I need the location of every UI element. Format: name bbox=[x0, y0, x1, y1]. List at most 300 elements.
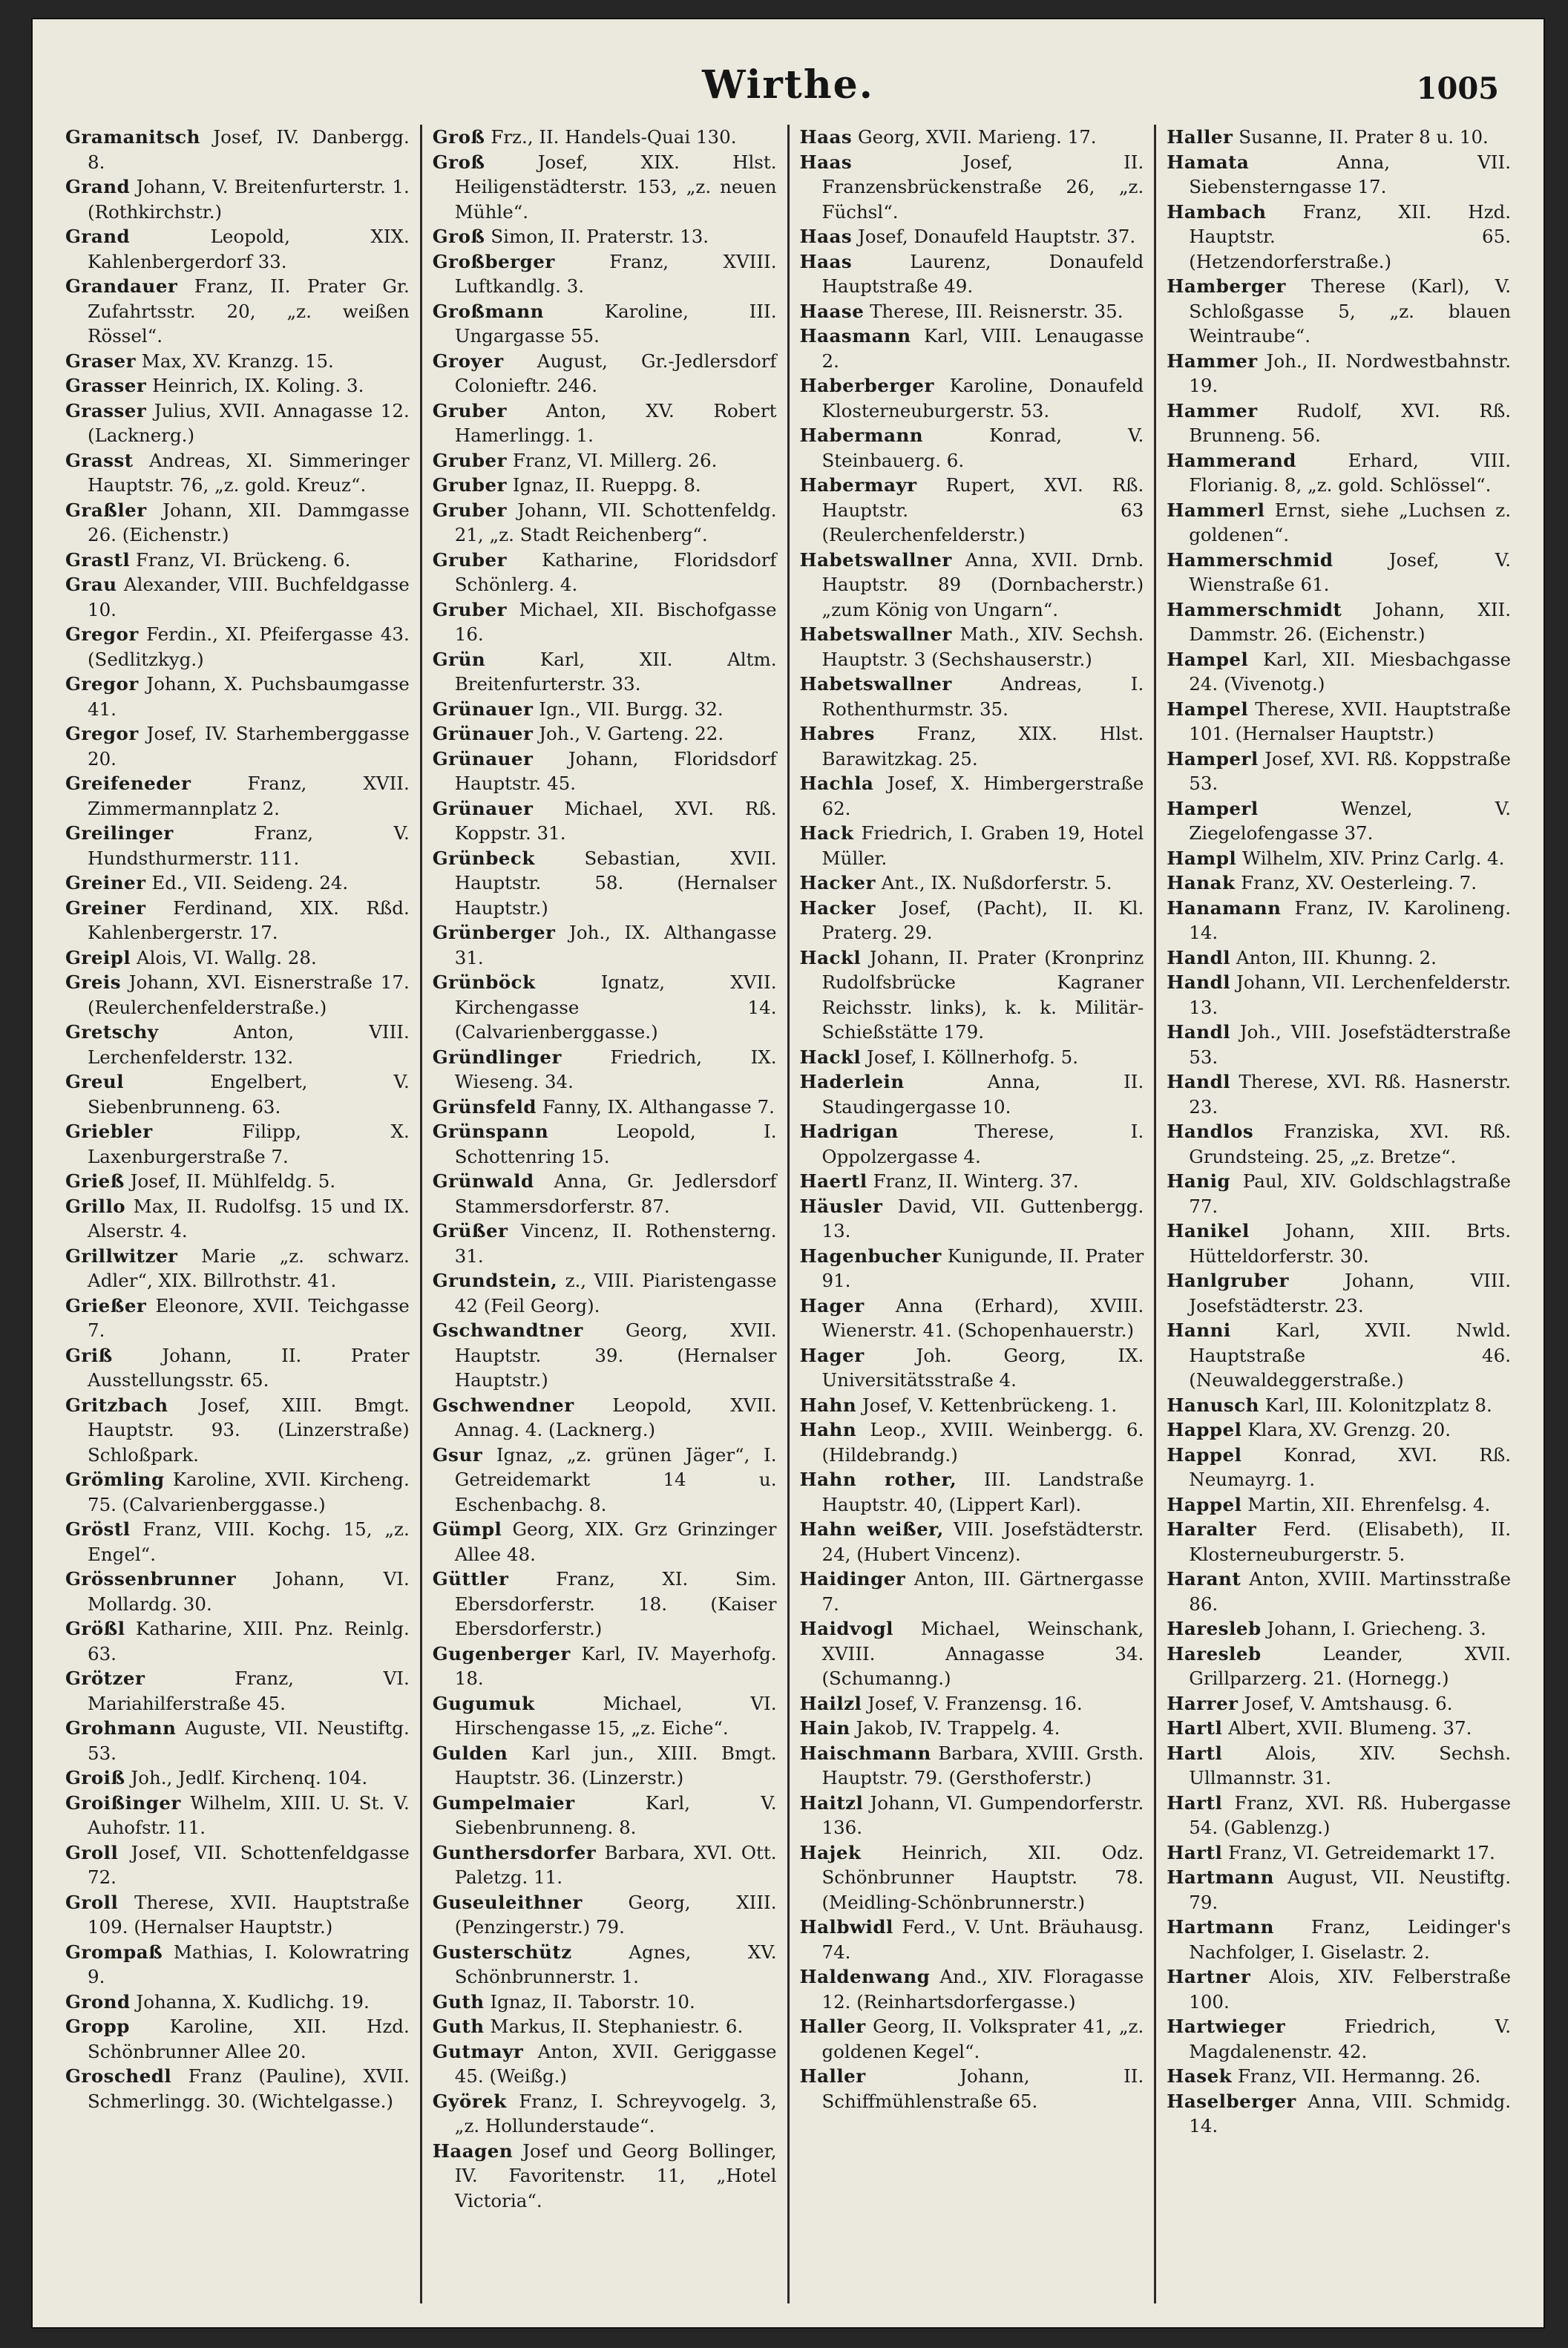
entry-surname: Hadrigan bbox=[799, 1121, 899, 1142]
directory-entry bbox=[65, 1990, 410, 2015]
entry-detail: Franz, XV. Oesterleing. 7. bbox=[1241, 872, 1477, 893]
entry-detail: Josef, V. Kettenbrückeng. 1. bbox=[862, 1394, 1118, 1416]
entry-detail: Mathias, I. Kolowratring 9. bbox=[88, 1941, 410, 1987]
column-2 bbox=[420, 125, 787, 2303]
entry-detail: Josef und Georg Bollinger, IV. Favoritenstr. 11, „Hotel Victoria“. bbox=[454, 2139, 777, 2211]
directory-entry bbox=[1167, 1393, 1511, 1418]
directory-entry bbox=[65, 224, 410, 274]
directory-entry bbox=[1167, 1069, 1511, 1119]
entry-detail: Karoline, XII. Hzd. Schönbrunner Allee 20. bbox=[88, 2016, 410, 2062]
directory-entry bbox=[433, 1095, 777, 1120]
column-3 bbox=[787, 125, 1155, 2303]
entry-detail: Laurenz, Donaufeld Hauptstraße 49. bbox=[821, 250, 1144, 297]
entry-detail: Franz, I. Schreyvogelg. 3, „z. Hollunderstaude“. bbox=[454, 2090, 777, 2137]
directory-entry bbox=[433, 647, 777, 697]
entry-surname: Hanikel bbox=[1167, 1220, 1250, 1242]
directory-entry bbox=[800, 1616, 1144, 1691]
entry-detail: Marie „z. schwarz. Adler“, XIX. Billrothstr. 41. bbox=[88, 1244, 410, 1291]
entry-detail: Anna, II. Staudingergasse 10. bbox=[821, 1071, 1144, 1118]
directory-entry bbox=[65, 2064, 410, 2113]
entry-detail: Erhard, VIII. Florianig. 8, „z. gold. Schlössel“. bbox=[1189, 449, 1511, 496]
directory-entry bbox=[800, 224, 1144, 249]
entry-detail: Friedrich, V. Magdalenenstr. 42. bbox=[1189, 2016, 1511, 2062]
directory-entry bbox=[65, 1517, 410, 1567]
entry-surname: Grünauer bbox=[432, 747, 534, 770]
entry-surname: Gritzbach bbox=[65, 1394, 168, 1416]
entry-surname: Grastl bbox=[65, 548, 131, 571]
entry-surname: Groißinger bbox=[65, 1791, 181, 1814]
directory-entry bbox=[800, 249, 1144, 299]
directory-entry bbox=[65, 1716, 410, 1765]
entry-surname: Greilinger bbox=[65, 822, 174, 844]
entry-surname: Gropp bbox=[65, 2016, 130, 2037]
directory-entry bbox=[800, 1791, 1144, 1840]
entry-detail: Ignaz, II. Rueppg. 8. bbox=[512, 474, 701, 496]
entry-surname: Grünauer bbox=[432, 723, 534, 744]
entry-detail: Johann, XII. Dammgasse 26. (Eichenstr.) bbox=[88, 499, 410, 545]
entry-detail: Math., XIV. Sechsh. Hauptstr. 3 (Sechshauserstr.) bbox=[821, 623, 1144, 670]
directory-entry bbox=[433, 721, 777, 747]
entry-surname: Haas bbox=[799, 126, 853, 148]
directory-entry bbox=[433, 125, 777, 150]
entry-detail: Friedrich, I. Graben 19, Hotel Müller. bbox=[821, 822, 1144, 869]
entry-surname: Habres bbox=[799, 723, 875, 744]
directory-entry bbox=[800, 1467, 1144, 1517]
entry-detail: Franz, XIX. Hlst. Barawitzkag. 25. bbox=[821, 723, 1144, 770]
directory-entry bbox=[800, 150, 1144, 225]
entry-detail: Katharine, Floridsdorf Schönlerg. 4. bbox=[454, 548, 777, 595]
directory-entry bbox=[1167, 1716, 1511, 1741]
directory-entry bbox=[433, 1940, 777, 1990]
entry-detail: Rudolf, XVI. Rß. Brunneng. 56. bbox=[1189, 399, 1511, 446]
entry-detail: Friedrich, IX. Wieseng. 34. bbox=[454, 1046, 777, 1092]
directory-entry bbox=[800, 373, 1144, 423]
entry-surname: Gruber bbox=[432, 449, 508, 471]
directory-entry bbox=[800, 1567, 1144, 1616]
entry-detail: Franz, XII. Hzd. Hauptstr. 65. (Hetzendorferstraße.) bbox=[1189, 200, 1512, 272]
directory-entry bbox=[65, 672, 410, 721]
entry-surname: Hahn rother, bbox=[799, 1469, 957, 1490]
directory-entry bbox=[800, 1045, 1144, 1070]
entry-detail: Franz, VI. Mariahilferstraße 45. bbox=[88, 1667, 410, 1714]
entry-detail: Anna, XVII. Drnb. Hauptstr. 89 (Dornbacherstr.) „zum König von Ungarn“. bbox=[821, 548, 1144, 620]
directory-entry bbox=[1167, 349, 1511, 399]
entry-detail: Josef, (Pacht), II. Kl. Praterg. 29. bbox=[821, 896, 1144, 943]
directory-entry bbox=[433, 1393, 777, 1443]
entry-detail: Johann, XII. Dammstr. 26. (Eichenstr.) bbox=[1189, 598, 1511, 645]
directory-entry bbox=[65, 1666, 410, 1716]
directory-entry bbox=[800, 1244, 1144, 1293]
directory-entry bbox=[433, 2039, 777, 2089]
entry-surname: Greipl bbox=[65, 946, 131, 968]
entry-surname: Hacker bbox=[799, 872, 876, 893]
entry-detail: III. Landstraße Hauptstr. 40, (Lippert Karl). bbox=[821, 1469, 1144, 1515]
directory-entry bbox=[65, 1293, 410, 1343]
directory-entry bbox=[433, 1268, 777, 1318]
entry-detail: Michael, Weinschank, XVIII. Annagasse 34. (Schumanng.) bbox=[821, 1618, 1144, 1689]
entry-surname: Gugumuk bbox=[432, 1692, 535, 1714]
entry-surname: Grand bbox=[65, 226, 131, 247]
directory-entry bbox=[800, 1915, 1144, 1964]
entry-detail: Franz, XI. Sim. Ebersdorferstr. 18. (Kaiser Ebersdorferstr.) bbox=[454, 1568, 777, 1639]
directory-entry bbox=[800, 672, 1144, 721]
entry-detail: Therese, XVII. Hauptstraße 109. (Hernalser Hauptstr.) bbox=[88, 1891, 410, 1938]
entry-surname: Haischmann bbox=[799, 1742, 931, 1764]
directory-entry bbox=[433, 1517, 777, 1567]
entry-surname: Häusler bbox=[799, 1195, 883, 1217]
entry-surname: Hager bbox=[799, 1294, 865, 1316]
entry-surname: Hasek bbox=[1167, 2065, 1233, 2087]
entry-surname: Habetswallner bbox=[799, 673, 952, 695]
entry-detail: Barbara, XVI. Ott. Paletzg. 11. bbox=[454, 1841, 777, 1888]
entry-detail: Anton, III. Gärtnergasse 7. bbox=[821, 1568, 1144, 1615]
entry-surname: Hanlgruber bbox=[1167, 1270, 1289, 1291]
entry-detail: Ferd. (Elisabeth), II. Klosterneuburgerstr. 5. bbox=[1189, 1518, 1511, 1565]
directory-entry bbox=[433, 399, 777, 448]
entry-detail: Johann, II. Prater (Kronprinz Rudolfsbrücke Kagraner Reichsstr. links), k. k. Militär-Schießstätte 179. bbox=[821, 946, 1144, 1043]
entry-detail: Eleonore, XVII. Teichgasse 7. bbox=[88, 1294, 410, 1341]
entry-detail: Leopold, I. Schottenring 15. bbox=[454, 1121, 777, 1167]
entry-detail: Ant., IX. Nußdorferstr. 5. bbox=[881, 872, 1112, 893]
directory-entry bbox=[433, 1990, 777, 2015]
directory-entry bbox=[1167, 125, 1511, 150]
directory-entry bbox=[433, 1119, 777, 1169]
entry-detail: Anna, VII. Siebensterngasse 17. bbox=[1189, 151, 1511, 197]
entry-surname: Grötzer bbox=[65, 1667, 145, 1689]
entry-surname: Hahn bbox=[799, 1394, 857, 1416]
directory-entry bbox=[1167, 150, 1511, 200]
entry-detail: August, VII. Neustiftg. 79. bbox=[1189, 1866, 1511, 1913]
entry-surname: Handl bbox=[1167, 1071, 1231, 1092]
entry-detail: Wenzel, V. Ziegelofengasse 37. bbox=[1189, 797, 1511, 844]
entry-surname: Grünberger bbox=[432, 922, 556, 943]
entry-detail: David, VII. Guttenbergg. 13. bbox=[821, 1195, 1144, 1242]
directory-entry bbox=[65, 622, 410, 672]
directory-entry bbox=[433, 597, 777, 647]
entry-surname: Grieß bbox=[65, 1170, 125, 1192]
entry-surname: Haidvogl bbox=[799, 1618, 893, 1639]
entry-detail: Johann, Floridsdorf Hauptstr. 45. bbox=[454, 747, 777, 794]
entry-detail: Therese, XVII. Hauptstraße 101. (Hernalser Hauptstr.) bbox=[1189, 698, 1511, 744]
entry-surname: Grasser bbox=[65, 375, 147, 396]
directory-entry bbox=[433, 1642, 777, 1691]
entry-detail: Jakob, IV. Trappelg. 4. bbox=[856, 1717, 1060, 1739]
entry-surname: Grünböck bbox=[432, 971, 536, 993]
entry-detail: Franz, IV. Karolineng. 14. bbox=[1189, 896, 1511, 943]
entry-surname: Groll bbox=[65, 1841, 119, 1863]
entry-detail: Franz, VI. Getreidemarkt 17. bbox=[1228, 1841, 1495, 1863]
directory-entry bbox=[65, 1890, 410, 1940]
entry-surname: Happel bbox=[1167, 1443, 1242, 1466]
entry-detail: Michael, VI. Hirschengasse 15, „z. Eiche“. bbox=[454, 1692, 777, 1739]
directory-entry bbox=[800, 1691, 1144, 1716]
entry-detail: Georg, XIX. Grz Grinzinger Allee 48. bbox=[454, 1518, 777, 1565]
entry-surname: Graser bbox=[65, 350, 136, 372]
entry-detail: Ernst, siehe „Luchsen z. goldenen“. bbox=[1189, 499, 1511, 545]
entry-surname: Greiner bbox=[65, 896, 146, 919]
entry-surname: Hagenbucher bbox=[799, 1244, 942, 1267]
entry-detail: Therese, III. Reisnerstr. 35. bbox=[870, 300, 1123, 322]
entry-detail: Paul, XIV. Goldschlagstraße 77. bbox=[1189, 1170, 1511, 1217]
entry-surname: Harant bbox=[1167, 1568, 1241, 1590]
entry-surname: Grünwald bbox=[432, 1170, 534, 1192]
entry-detail: Josef, XIII. Bmgt. Hauptstr. 93. (Linzerstraße) Schloßpark. bbox=[88, 1394, 410, 1466]
entry-detail: Josef, IV. Danbergg. 8. bbox=[88, 126, 410, 173]
entry-detail: Johanna, X. Kudlichg. 19. bbox=[136, 1990, 370, 2013]
entry-surname: Haase bbox=[799, 300, 865, 322]
entry-surname: Habetswallner bbox=[799, 548, 952, 571]
entry-surname: Greis bbox=[65, 971, 122, 993]
directory-entry bbox=[1167, 747, 1511, 796]
directory-entry bbox=[1167, 1219, 1511, 1268]
entry-detail: Josef, IV. Starhemberggasse 20. bbox=[88, 723, 410, 770]
entry-surname: Haasmann bbox=[799, 325, 911, 347]
entry-detail: Karl, VIII. Lenaugasse 2. bbox=[821, 325, 1144, 372]
entry-surname: Groschedl bbox=[65, 2065, 172, 2087]
directory-entry bbox=[800, 1169, 1144, 1194]
entry-detail: Josef, V. Wienstraße 61. bbox=[1189, 548, 1511, 595]
entry-detail: Ignaz, „z. grünen Jäger“, I. Getreidemarkt 14 u. Eschenbachg. 8. bbox=[454, 1443, 777, 1515]
directory-entry bbox=[800, 324, 1144, 373]
entry-detail: Ignatz, XVII. Kirchengasse 14. (Calvarienberggasse.) bbox=[454, 971, 777, 1043]
directory-entry bbox=[433, 747, 777, 796]
entry-surname: Grießer bbox=[65, 1294, 147, 1316]
entry-surname: Grond bbox=[65, 1990, 131, 2013]
directory-entry bbox=[1167, 274, 1511, 349]
directory-entry bbox=[800, 1840, 1144, 1915]
entry-detail: Johann, VII. Schottenfeldg. 21, „z. Stadt Reichenberg“. bbox=[454, 499, 777, 545]
directory-entry bbox=[800, 548, 1144, 623]
entry-surname: Gruber bbox=[432, 399, 508, 422]
entry-surname: Gugenberger bbox=[432, 1642, 571, 1665]
entry-surname: Grompaß bbox=[65, 1941, 163, 1963]
entry-detail: Wilhelm, XIII. U. St. V. Auhofstr. 11. bbox=[88, 1791, 410, 1838]
entry-surname: Hain bbox=[799, 1717, 850, 1739]
entry-detail: Karl, XII. Miesbachgasse 24. (Vivenotg.) bbox=[1189, 648, 1511, 695]
entry-surname: Großmann bbox=[432, 300, 544, 322]
entry-surname: Grüßer bbox=[432, 1220, 508, 1242]
directory-entry bbox=[65, 870, 410, 896]
directory-entry bbox=[1167, 1964, 1511, 2014]
entry-surname: Gründlinger bbox=[432, 1046, 562, 1068]
entry-detail: Franz, VI. Millerg. 26. bbox=[512, 449, 718, 471]
entry-detail: Joh., II. Nordwestbahnstr. 19. bbox=[1189, 350, 1511, 396]
directory-entry bbox=[800, 299, 1144, 324]
entry-detail: Katharine, XIII. Pnz. Reinlg. 63. bbox=[88, 1618, 410, 1665]
directory-entry bbox=[800, 1069, 1144, 1119]
directory-entry bbox=[433, 1691, 777, 1741]
entry-surname: Haderlein bbox=[799, 1071, 905, 1092]
entry-detail: Franz, II. Winterg. 37. bbox=[873, 1170, 1079, 1192]
entry-detail: Alois, VI. Wallg. 28. bbox=[136, 946, 317, 968]
directory-entry bbox=[1167, 697, 1511, 747]
entry-surname: Grasst bbox=[65, 449, 134, 471]
entry-surname: Haas bbox=[799, 226, 853, 247]
directory-entry bbox=[1167, 1443, 1511, 1492]
directory-entry bbox=[433, 224, 777, 249]
entry-detail: Josef, XIX. Hlst. Heiligenstädterstr. 153, „z. neuen Mühle“. bbox=[454, 151, 777, 223]
directory-entry bbox=[1167, 399, 1511, 448]
directory-entry bbox=[1167, 846, 1511, 871]
entry-detail: Anton, XVIII. Martinsstraße 86. bbox=[1189, 1568, 1511, 1615]
entry-detail: Joh., V. Garteng. 22. bbox=[539, 723, 724, 744]
entry-detail: Josef, XVI. Rß. Koppstraße 53. bbox=[1189, 747, 1511, 794]
entry-detail: Karl, XVII. Nwld. Hauptstraße 46. (Neuwaldeggerstraße.) bbox=[1189, 1319, 1511, 1391]
entry-detail: Simon, II. Praterstr. 13. bbox=[491, 226, 709, 247]
entry-surname: Hambach bbox=[1167, 200, 1267, 223]
entry-surname: Grand bbox=[65, 176, 131, 197]
entry-detail: Auguste, VII. Neustiftg. 53. bbox=[88, 1717, 410, 1764]
directory-entry bbox=[65, 1567, 410, 1616]
entry-surname: Hamperl bbox=[1167, 747, 1259, 770]
entry-surname: Haller bbox=[799, 2016, 866, 2037]
entry-surname: Groyer bbox=[432, 350, 504, 372]
entry-surname: Hahn weißer, bbox=[799, 1518, 944, 1540]
entry-surname: Haberberger bbox=[799, 375, 934, 396]
entry-surname: Grasser bbox=[65, 399, 147, 422]
entry-surname: Graßler bbox=[65, 499, 147, 521]
entry-detail: Karoline, III. Ungargasse 55. bbox=[454, 300, 777, 347]
entry-detail: Josef, V. Amtshausg. 6. bbox=[1244, 1692, 1453, 1714]
directory-entry bbox=[800, 1964, 1144, 2014]
directory-entry bbox=[433, 697, 777, 722]
directory-entry bbox=[433, 448, 777, 473]
entry-surname: Haitzl bbox=[799, 1791, 864, 1814]
directory-entry bbox=[1167, 1865, 1511, 1915]
entry-surname: Hartner bbox=[1167, 1966, 1251, 1987]
entry-surname: Habetswallner bbox=[799, 623, 952, 645]
directory-entry bbox=[800, 896, 1144, 945]
directory-entry bbox=[433, 1318, 777, 1393]
entry-surname: Grünauer bbox=[432, 698, 534, 720]
entry-surname: Haldenwang bbox=[799, 1966, 931, 1987]
entry-surname: Grillo bbox=[65, 1195, 126, 1217]
directory-entry bbox=[433, 548, 777, 597]
entry-surname: Hacker bbox=[799, 896, 876, 919]
directory-entry bbox=[800, 1741, 1144, 1791]
directory-entry bbox=[433, 1045, 777, 1095]
entry-surname: Hammerl bbox=[1167, 499, 1265, 521]
directory-entry bbox=[65, 970, 410, 1020]
entry-surname: Griebler bbox=[65, 1121, 153, 1142]
entry-detail: Joh. Georg, IX. Universitätsstraße 4. bbox=[821, 1344, 1144, 1391]
directory-entry bbox=[433, 2014, 777, 2039]
entry-surname: Grünspann bbox=[432, 1121, 549, 1142]
directory-entry bbox=[800, 1517, 1144, 1567]
directory-entry bbox=[1167, 945, 1511, 971]
directory-entry bbox=[800, 1343, 1144, 1393]
entry-detail: Therese, I. Oppolzergasse 4. bbox=[821, 1121, 1144, 1167]
directory-entry bbox=[65, 498, 410, 548]
directory-entry bbox=[1167, 448, 1511, 498]
entry-detail: Wilhelm, XIV. Prinz Carlg. 4. bbox=[1241, 847, 1505, 869]
page-number: 1005 bbox=[1416, 71, 1499, 106]
directory-entry bbox=[1167, 1691, 1511, 1716]
entry-detail: Johann, VII. Lerchenfelderstr. 13. bbox=[1189, 971, 1511, 1018]
entry-surname: Haller bbox=[799, 2065, 866, 2087]
directory-entry bbox=[65, 399, 410, 448]
directory-entry bbox=[800, 125, 1144, 150]
entry-surname: Hampel bbox=[1167, 698, 1249, 720]
entry-detail: Karl jun., XIII. Bmgt. Hauptstr. 36. (Linzerstr.) bbox=[454, 1742, 777, 1788]
entry-surname: Großberger bbox=[432, 250, 555, 272]
directory-entry bbox=[1167, 1642, 1511, 1691]
entry-detail: Andreas, XI. Simmeringer Hauptstr. 76, „z. gold. Kreuz“. bbox=[88, 449, 410, 496]
entry-detail: Ed., VII. Seideng. 24. bbox=[151, 872, 349, 893]
entry-surname: Guseuleithner bbox=[432, 1891, 583, 1913]
entry-detail: Johann, II. Prater Ausstellungsstr. 65. bbox=[88, 1344, 410, 1391]
directory-page bbox=[33, 19, 1544, 2327]
directory-entry bbox=[65, 1393, 410, 1468]
directory-entry bbox=[65, 771, 410, 821]
entry-detail: Leop., XVIII. Weinbergg. 6. (Hildebrandg.) bbox=[821, 1419, 1144, 1466]
directory-entry bbox=[1167, 896, 1511, 945]
entry-detail: Alexander, VIII. Buchfeldgasse 10. bbox=[88, 574, 410, 620]
entry-surname: Handl bbox=[1167, 946, 1231, 968]
entry-detail: Ferd., V. Unt. Bräuhausg. 74. bbox=[821, 1916, 1144, 1963]
directory-entry bbox=[65, 349, 410, 374]
entry-surname: Gruber bbox=[432, 499, 508, 521]
directory-entry bbox=[65, 721, 410, 771]
directory-entry bbox=[65, 896, 410, 945]
entry-surname: Habermann bbox=[799, 424, 924, 446]
entry-surname: Hanig bbox=[1167, 1170, 1231, 1192]
entry-detail: Alois, XIV. Sechsh. Ullmannstr. 31. bbox=[1189, 1742, 1511, 1788]
entry-surname: Grünsfeld bbox=[432, 1095, 537, 1118]
directory-entry bbox=[800, 1293, 1144, 1343]
entry-detail: Johann, V. Breitenfurterstr. 1. (Rothkirchstr.) bbox=[88, 176, 410, 223]
directory-entry bbox=[65, 1119, 410, 1169]
entry-surname: Hartl bbox=[1167, 1841, 1223, 1863]
entry-surname: Haidinger bbox=[799, 1568, 906, 1590]
entry-detail: Johann, I. Griecheng. 3. bbox=[1267, 1618, 1486, 1639]
entry-detail: Joh., VIII. Josefstädterstraße 53. bbox=[1189, 1021, 1511, 1068]
entry-detail: Therese, XVI. Rß. Hasnerstr. 23. bbox=[1189, 1071, 1511, 1118]
directory-entry bbox=[65, 1840, 410, 1890]
entry-surname: Halbwidl bbox=[799, 1916, 893, 1938]
directory-entry bbox=[65, 2014, 410, 2064]
entry-surname: Greifeneder bbox=[65, 773, 191, 794]
entry-surname: Hamata bbox=[1167, 151, 1250, 173]
directory-entry bbox=[65, 373, 410, 399]
directory-entry bbox=[1167, 498, 1511, 548]
directory-entry bbox=[65, 1194, 410, 1244]
entry-surname: Hammerschmidt bbox=[1167, 598, 1342, 620]
entry-detail: August, Gr.-Jedlersdorf Colonieftr. 246. bbox=[454, 350, 777, 396]
entry-detail: Ferdin., XI. Pfeifergasse 43. (Sedlitzkyg.) bbox=[88, 623, 410, 670]
directory-entry bbox=[800, 945, 1144, 1045]
entry-surname: Grohmann bbox=[65, 1717, 177, 1739]
directory-entry bbox=[433, 970, 777, 1045]
entry-surname: Gutmayr bbox=[432, 2040, 524, 2062]
entry-surname: Hanamann bbox=[1167, 896, 1282, 919]
directory-entry bbox=[800, 1119, 1144, 1169]
directory-entry bbox=[65, 572, 410, 622]
entry-detail: Franz, VI. Brückeng. 6. bbox=[135, 548, 351, 571]
entry-detail: Filipp, X. Laxenburgerstraße 7. bbox=[88, 1121, 410, 1167]
entry-detail: Johann, VIII. Josefstädterstr. 23. bbox=[1189, 1270, 1511, 1316]
entry-detail: Andreas, I. Rothenthurmstr. 35. bbox=[821, 673, 1144, 720]
entry-detail: Martin, XII. Ehrenfelsg. 4. bbox=[1247, 1493, 1491, 1515]
entry-detail: Johann, XVI. Eisnerstraße 17. (Reulerchenfelderstraße.) bbox=[88, 971, 410, 1018]
entry-detail: Franz, XVII. Zimmermannplatz 2. bbox=[88, 773, 410, 819]
entry-detail: Josef, Donaufeld Hauptstr. 37. bbox=[858, 226, 1136, 247]
directory-entry bbox=[1167, 1318, 1511, 1393]
entry-surname: Haresleb bbox=[1167, 1618, 1262, 1639]
entry-detail: Konrad, V. Steinbauerg. 6. bbox=[821, 424, 1144, 471]
entry-detail: Anna, VIII. Schmidg. 14. bbox=[1189, 2090, 1511, 2137]
entry-surname: Gröstl bbox=[65, 1518, 131, 1540]
